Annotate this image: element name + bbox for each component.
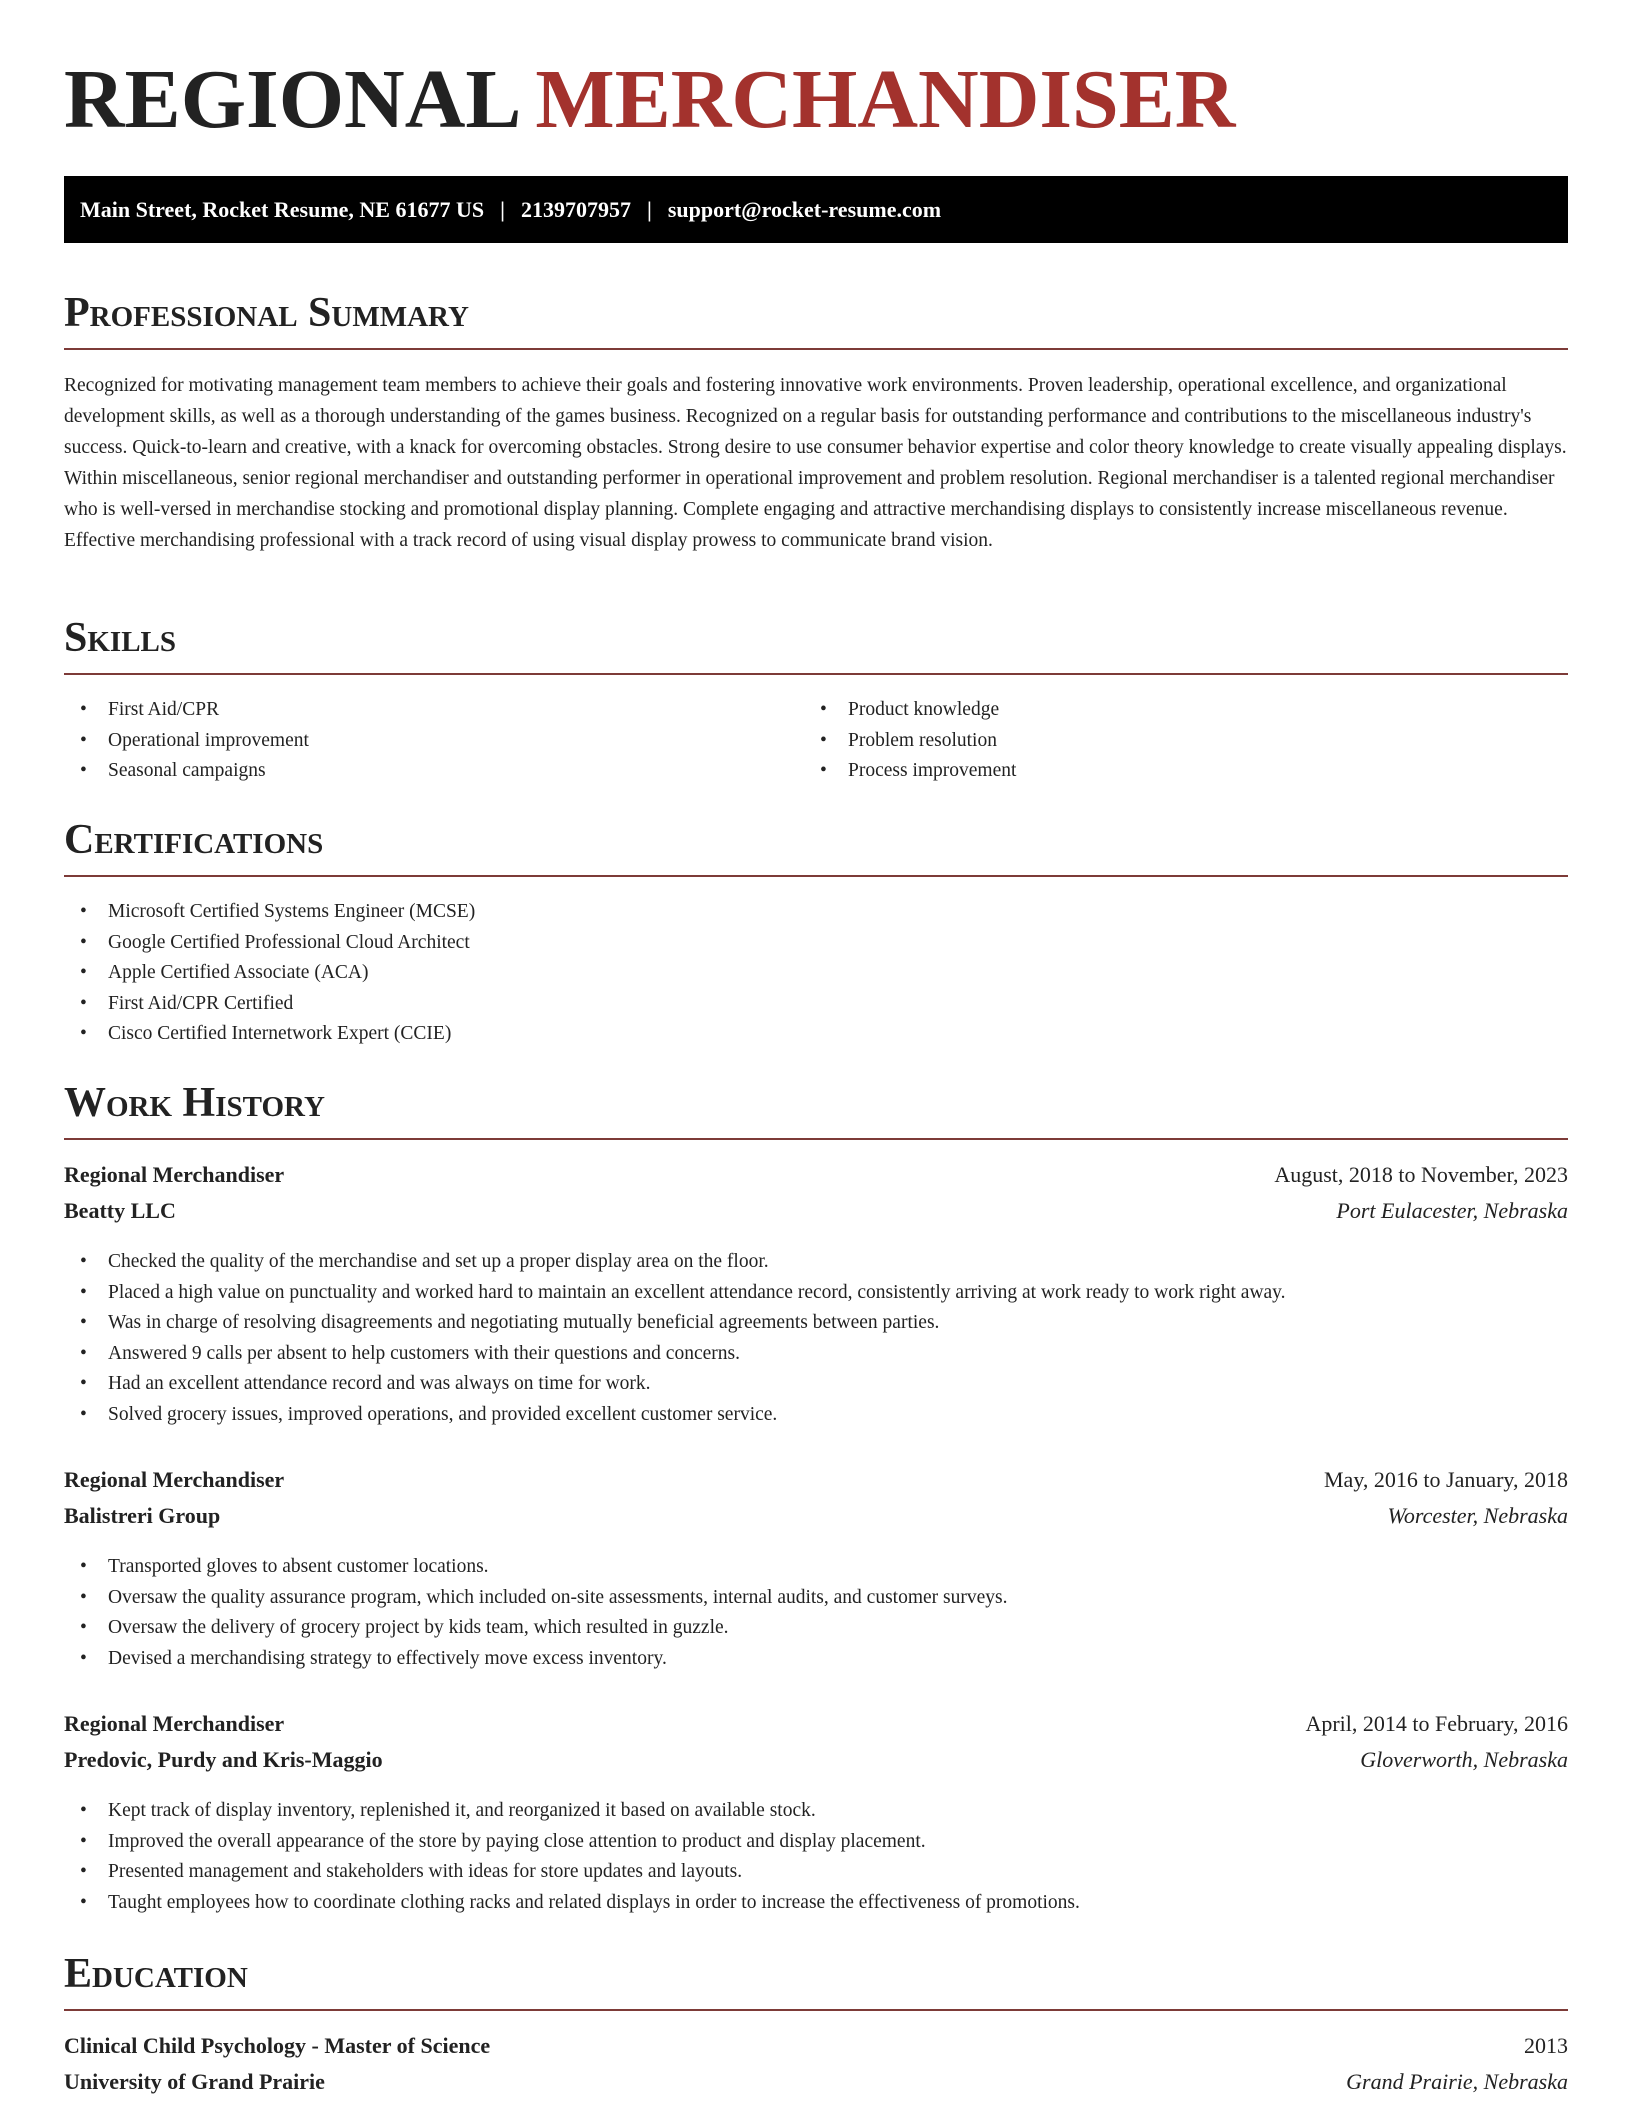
skills-list-left [64,695,804,787]
job-dates: April, 2014 to February, 2016 [1305,1711,1568,1736]
job-bullets [64,1552,1568,1674]
certification-item: • Microsoft Certified Systems Engineer (MCSE) [64,897,1568,928]
skills-list-right [804,695,1544,787]
contact-email[interactable]: support@rocket-resume.com [667,196,942,222]
contact-phone: 2139707957 [520,196,631,222]
job-company: Balistreri Group [64,1503,221,1528]
job-bullet: • Presented management and stakeholders with ideas for store updates and layouts. [64,1857,1568,1888]
job-dates: August, 2018 to November, 2023 [1274,1162,1568,1187]
skills-columns [64,695,1568,787]
section-title: Professional Summary [64,290,469,336]
education-degree: Clinical Child Psychology - Master of Science [64,2033,491,2058]
job-company: Beatty LLC [64,1198,176,1223]
job-bullets [64,1247,1568,1430]
job-bullet: • Checked the quality of the merchandise and set up a proper display area on the floor. [64,1247,1568,1278]
job-bullet: • Devised a merchandising strategy to effectively move excess inventory. [64,1644,1568,1675]
job-location: Port Eulacester, Nebraska [1336,1198,1568,1223]
summary-text: Recognized for motivating management team members to achieve their goals and fostering innovative work environments. Proven leadership, operational excellence, and organizational development skills, as well as a thorough understanding of the games business. Recognized on a regular basis for outstanding performance and contributions to the miscellaneous industry's success. Quick-to-learn and creative, with a knack for overcoming obstacles. Strong desire to use consumer behavior expertise and color theory knowledge to create visually appealing displays. Within miscellaneous, senior regional merchandiser and outstanding performer in operational improvement and problem resolution. Regional merchandiser is a talented regional merchandiser who is well-versed in merchandise stocking and promotional display planning. Complete engaging and attractive merchandising displays to consistently increase miscellaneous revenue. Effective merchandising professional with a track record of using visual display prowess to communicate brand vision. [64,375,1567,551]
job-bullet: • Was in charge of resolving disagreements and negotiating mutually beneficial agreements between parties. [64,1308,1568,1339]
contact-separator: | [646,196,652,222]
section-education-header [64,1953,1568,2011]
job-dates: May, 2016 to January, 2018 [1324,1467,1568,1492]
job-bullet: • Kept track of display inventory, replenished it, and reorganized it based on available stock. [64,1796,1568,1827]
skill-item: • Product knowledge [804,695,1544,726]
job-bullet: • Improved the overall appearance of the store by paying close attention to product and display placement. [64,1827,1568,1858]
skill-item: • Seasonal campaigns [64,756,804,787]
job-bullet: • Oversaw the delivery of grocery project by kids team, which resulted in guzzle. [64,1613,1568,1644]
job-role: Regional Merchandiser [64,1162,285,1187]
education-year: 2013 [1524,2033,1568,2058]
job-bullet: • Oversaw the quality assurance program, which included on-site assessments, internal audits, and customer surveys. [64,1583,1568,1614]
skill-item: • Process improvement [804,756,1544,787]
job-bullet: • Had an excellent attendance record and was always on time for work. [64,1369,1568,1400]
contact-separator: | [500,196,505,222]
job-entry [64,1162,1568,1430]
job-bullet: • Transported gloves to absent customer locations. [64,1552,1568,1583]
title-last: MERCHANDISER [535,53,1236,146]
education-location: Grand Prairie, Nebraska [1346,2069,1568,2094]
section-title: Skills [64,615,177,661]
education-school: University of Grand Prairie [64,2069,325,2094]
section-work-header [64,1082,1568,1140]
skill-item: • Operational improvement [64,726,804,757]
job-company: Predovic, Purdy and Kris-Maggio [64,1747,383,1772]
section-summary-header [64,292,1568,350]
job-bullets [64,1796,1568,1918]
contact-bar [64,176,1568,243]
job-role: Regional Merchandiser [64,1711,285,1736]
education-entry [64,2033,1568,2105]
title-first: REGIONAL [64,53,522,146]
certifications-list [64,897,1568,1050]
certification-item: • First Aid/CPR Certified [64,989,1568,1020]
job-entry [64,1467,1568,1674]
section-title: Education [64,1951,248,1997]
section-certifications-header [64,819,1568,877]
certification-item: • Google Certified Professional Cloud Architect [64,928,1568,959]
job-bullet: • Placed a high value on punctuality and worked hard to maintain an excellent attendance record, consistently arriving at work ready to work right away. [64,1278,1568,1309]
job-location: Gloverworth, Nebraska [1360,1747,1568,1772]
job-role: Regional Merchandiser [64,1467,285,1492]
section-title: Work History [64,1080,325,1126]
resume-title [64,52,1235,149]
job-bullet: • Solved grocery issues, improved operations, and provided excellent customer service. [64,1400,1568,1431]
section-title: Certifications [64,817,324,863]
job-bullet: • Taught employees how to coordinate clothing racks and related displays in order to increase the effectiveness of promotions. [64,1888,1568,1919]
job-location: Worcester, Nebraska [1387,1503,1568,1528]
skill-item: • Problem resolution [804,726,1544,757]
certification-item: • Apple Certified Associate (ACA) [64,958,1568,989]
job-bullet: • Answered 9 calls per absent to help customers with their questions and concerns. [64,1339,1568,1370]
certification-item: • Cisco Certified Internetwork Expert (CCIE) [64,1019,1568,1050]
contact-address: Main Street, Rocket Resume, NE 61677 US [80,196,485,222]
section-skills-header [64,617,1568,675]
skill-item: • First Aid/CPR [64,695,804,726]
job-entry [64,1711,1568,1918]
